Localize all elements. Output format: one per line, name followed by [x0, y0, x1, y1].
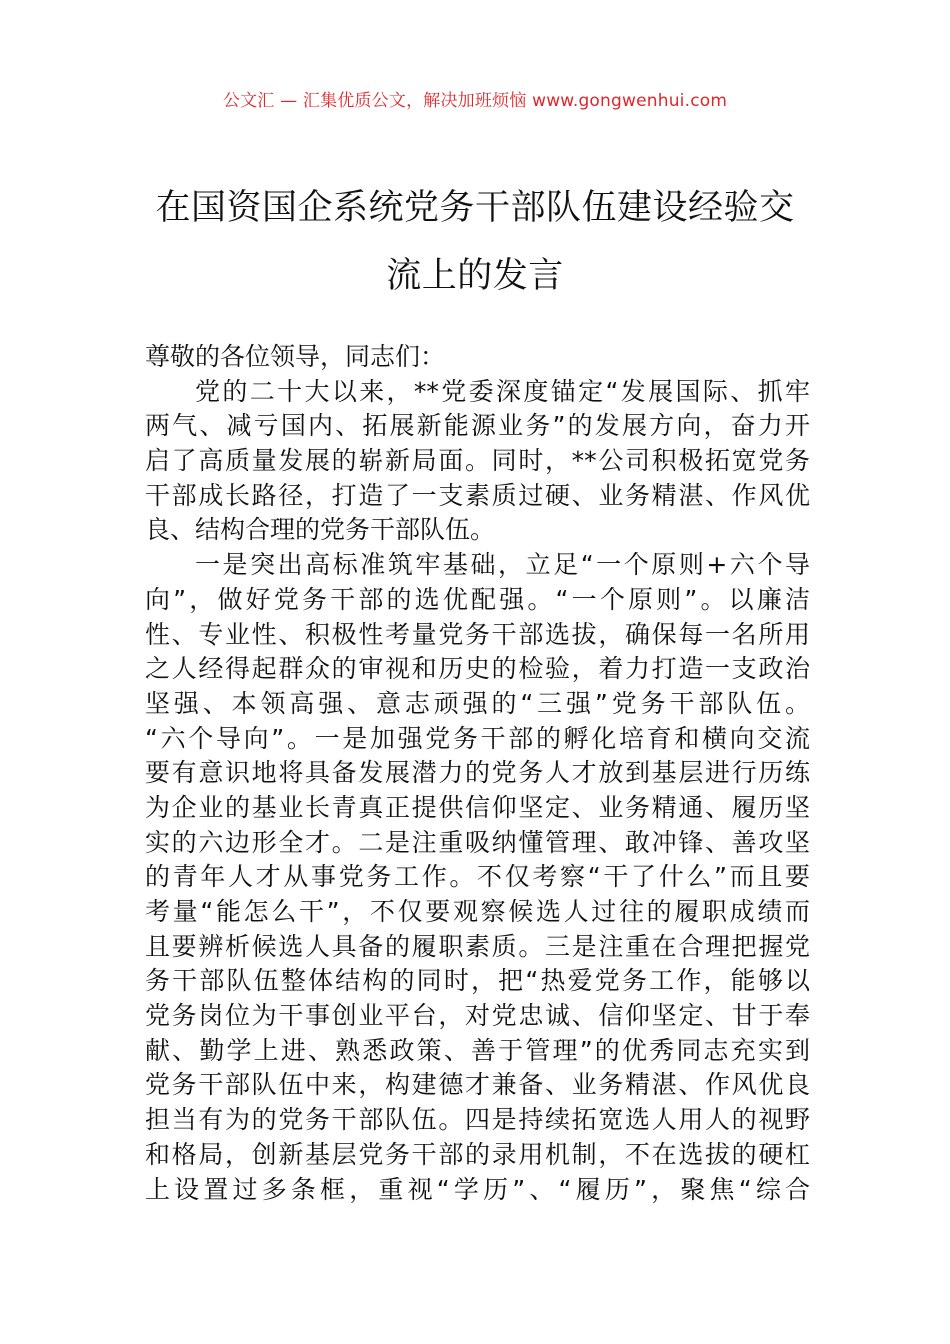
paragraph-line: 之人经得起群众的审视和历史的检验，着力打造一支政治	[145, 654, 810, 684]
paragraph-line: 务干部队伍整体结构的同时，把“热爱党务工作，能够以	[145, 966, 810, 996]
document-body	[145, 340, 810, 1207]
paragraph-line: 实的六边形全才。二是注重吸纳懂管理、敢冲锋、善攻坚	[145, 827, 810, 857]
paragraph-line: 上设置过多条框，重视“学历”、“履历”，聚焦“综合	[145, 1174, 810, 1204]
document-title-line-1: 在国资国企系统党务干部队伍建设经验交	[155, 188, 795, 228]
paragraph-line: 干部成长路径，打造了一支素质过硬、业务精湛、作风优	[145, 480, 810, 510]
paragraph-line: 良、结构合理的党务干部队伍。	[145, 515, 496, 545]
site-watermark-header: 公文汇 — 汇集优质公文，解决加班烦恼 www.gongwenhui.com	[222, 91, 728, 111]
paragraph-line: 党的二十大以来，**党委深度锚定“发展国际、抓牢	[195, 376, 810, 406]
paragraph-line: 担当有为的党务干部队伍。四是持续拓宽选人用人的视野	[145, 1105, 810, 1135]
paragraph-line: 启了高质量发展的崭新局面。同时，**公司积极拓宽党务	[145, 446, 810, 476]
paragraph-line: 一是突出高标准筑牢基础，立足“一个原则+六个导	[195, 550, 810, 580]
paragraph-line: “六个导向”。一是加强党务干部的孵化培育和横向交流	[145, 723, 810, 753]
paragraph-line: 献、勤学上进、熟悉政策、善于管理”的优秀同志充实到	[145, 1035, 810, 1065]
paragraph-line: 向”，做好党务干部的选优配强。“一个原则”。以廉洁	[145, 584, 810, 614]
paragraph-line: 党务岗位为干事创业平台，对党忠诚、信仰坚定、甘于奉	[145, 1001, 810, 1031]
paragraph-line: 为企业的基业长青真正提供信仰坚定、业务精通、履历坚	[145, 792, 810, 822]
paragraph-line: 的青年人才从事党务工作。不仅考察“干了什么”而且要	[145, 862, 810, 892]
paragraph-line: 党务干部队伍中来，构建德才兼备、业务精湛、作风优良	[145, 1070, 810, 1100]
paragraph-line: 要有意识地将具备发展潜力的党务人才放到基层进行历练	[145, 758, 810, 788]
paragraph-line: 两气、减亏国内、拓展新能源业务”的发展方向，奋力开	[145, 411, 810, 441]
paragraph-line: 和格局，创新基层党务干部的录用机制，不在选拔的硬杠	[145, 1139, 810, 1169]
paragraph-line: 坚强、本领高强、意志顽强的“三强”党务干部队伍。	[145, 688, 810, 718]
paragraph-line: 性、专业性、积极性考量党务干部选拔，确保每一名所用	[145, 619, 810, 649]
paragraph-line: 且要辨析候选人具备的履职素质。三是注重在合理把握党	[145, 931, 810, 961]
document-title-line-2: 流上的发言	[386, 256, 564, 296]
greeting: 尊敬的各位领导，同志们：	[145, 342, 446, 371]
paragraph-line: 考量“能怎么干”，不仅要观察候选人过往的履职成绩而	[145, 897, 810, 926]
